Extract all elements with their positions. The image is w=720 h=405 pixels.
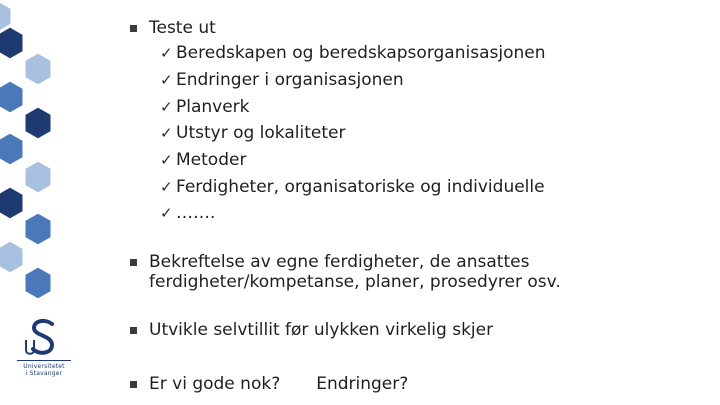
hex xyxy=(0,240,24,274)
check-icon: ✓ xyxy=(160,204,173,222)
check-item xyxy=(160,94,250,120)
hex xyxy=(24,266,52,300)
hexagon-shapes xyxy=(0,0,52,300)
check-icon: ✓ xyxy=(160,71,173,89)
check-item-text: Ferdigheter, organisatoriske og individuelle xyxy=(176,177,545,197)
bullet-text xyxy=(149,252,561,292)
bullet-item xyxy=(130,320,493,340)
hex xyxy=(24,106,52,140)
bullet-item xyxy=(130,374,408,394)
check-item xyxy=(160,200,215,226)
bullet-text: Utvikle selvtillit før ulykken virkelig skjer xyxy=(149,320,494,340)
square-bullet-icon xyxy=(130,327,137,334)
check-icon: ✓ xyxy=(160,151,173,169)
hexagon-pattern xyxy=(0,0,80,300)
bullet-text: Er vi gode nok? xyxy=(149,374,281,394)
bullet-text-line2: ferdigheter/kompetanse, planer, prosedyrer osv. xyxy=(149,272,561,292)
check-item xyxy=(160,147,246,173)
bullet-text: Teste ut xyxy=(149,18,216,38)
check-icon: ✓ xyxy=(160,98,173,116)
hex xyxy=(0,80,24,114)
hex xyxy=(0,186,24,220)
check-item xyxy=(160,40,545,66)
check-item-text: Planverk xyxy=(176,97,250,117)
uis-emblem-icon xyxy=(22,318,66,358)
logo-divider xyxy=(17,360,71,361)
check-icon: ✓ xyxy=(160,178,173,196)
check-item xyxy=(160,67,404,93)
check-item-text: Endringer i organisasjonen xyxy=(176,70,404,90)
hex xyxy=(24,160,52,194)
university-logo xyxy=(12,318,76,388)
bullet-item xyxy=(130,252,561,292)
square-bullet-icon xyxy=(130,259,137,266)
logo-text-line1: Universitetet xyxy=(23,363,65,370)
bullet-item xyxy=(130,18,216,38)
bullet-extra-text: Endringer? xyxy=(316,374,409,394)
check-icon: ✓ xyxy=(160,44,173,62)
hex xyxy=(0,132,24,166)
bullet-text-line1: Bekreftelse av egne ferdigheter, de ansattes xyxy=(149,252,530,272)
check-item-text: ……. xyxy=(176,203,216,223)
square-bullet-icon xyxy=(130,25,137,32)
hex xyxy=(0,26,24,60)
check-item xyxy=(160,120,345,146)
hex xyxy=(24,212,52,246)
logo-text-line2: i Stavanger xyxy=(25,370,63,377)
check-item-text: Beredskapen og beredskapsorganisasjonen xyxy=(176,43,546,63)
hex xyxy=(24,52,52,86)
check-item-text: Utstyr og lokaliteter xyxy=(176,123,346,143)
check-item xyxy=(160,174,545,200)
check-icon: ✓ xyxy=(160,124,173,142)
square-bullet-icon xyxy=(130,381,137,388)
check-item-text: Metoder xyxy=(176,150,247,170)
